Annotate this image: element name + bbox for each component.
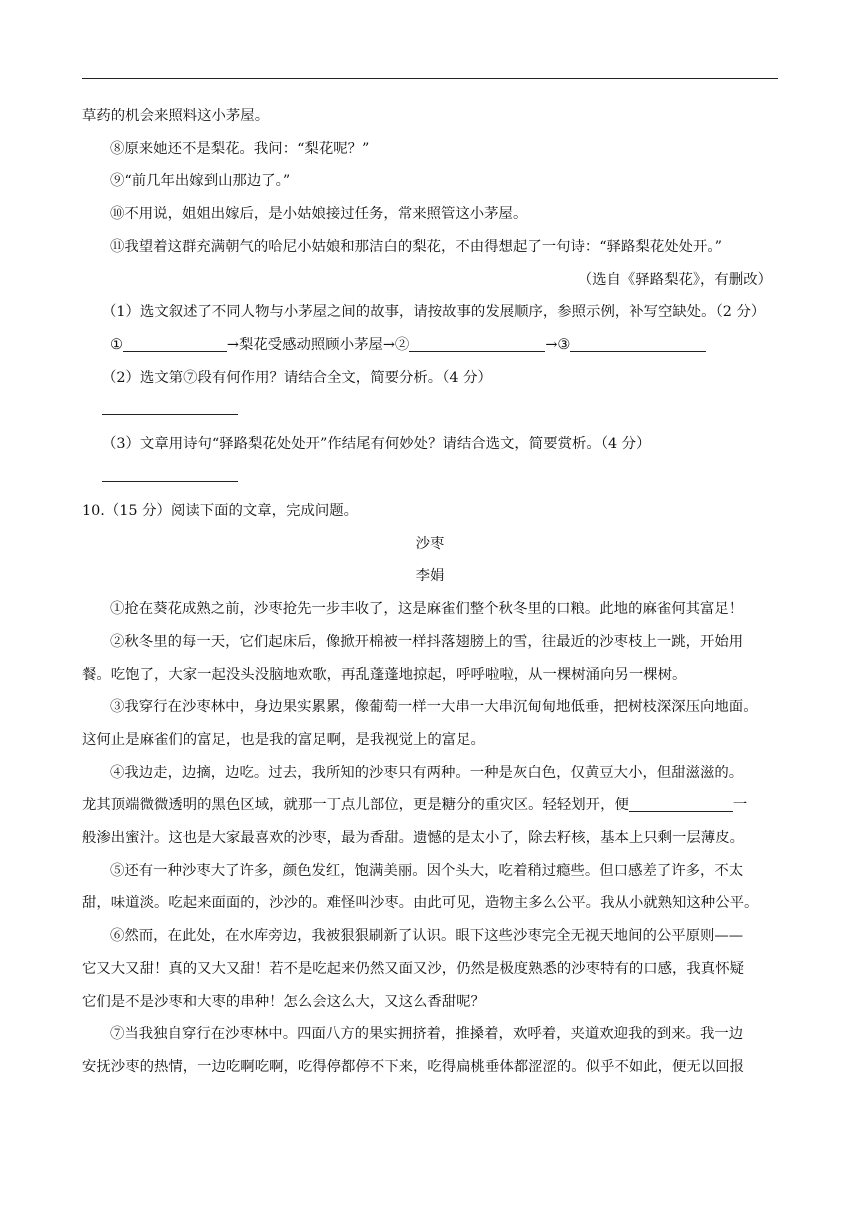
article-paragraph-5-line-1: ⑤还有一种沙枣大了许多，颜色发红，饱满美丽。因个头大，吃着稍过瘾些。但口感差了许多，不太 bbox=[110, 862, 744, 879]
story-line-1: 草药的机会来照料这小茅屋。 bbox=[82, 108, 270, 124]
article-paragraph-7-line-1: ⑦当我独自穿行在沙枣林中。四面八方的果实拥挤着，推搡着，欢呼着，夹道欢迎我的到来。我一边 bbox=[110, 1026, 744, 1043]
paragraph-4-text-before-blank: 龙其顶端微微透明的黑色区域，就那一丁点儿部位，更是糖分的重灾区。轻轻划开，便 bbox=[82, 797, 629, 814]
question-2: （2）选文第⑦段有何作用？请结合全文，简要分析。（4 分） bbox=[102, 369, 492, 386]
article-paragraph-1: ①抢在葵花成熟之前，沙枣抢先一步丰收了，这是麻雀们整个秋冬里的口粮。此地的麻雀何其富足！ bbox=[110, 601, 744, 618]
header-rule bbox=[82, 78, 778, 79]
question-1: （1）选文叙述了不同人物与小茅屋之间的故事，请按故事的发展顺序，参照示例，补写空缺处。（2 分） bbox=[102, 304, 766, 321]
article-paragraph-2-line-1: ②秋冬里的每一天，它们起床后，像掀开棉被一样抖落翅膀上的雪，往最近的沙枣枝上一跳，开始用 bbox=[110, 633, 744, 650]
article-paragraph-4-line-2 bbox=[82, 789, 778, 822]
story-paragraph-8: ⑧原来她还不是梨花。我问：“梨花呢？” bbox=[110, 140, 370, 157]
story-paragraph-10: ⑩不用说，姐姐出嫁后，是小姑娘接过任务，常来照管这小茅屋。 bbox=[110, 206, 528, 223]
answer-line-q3[interactable] bbox=[102, 461, 238, 482]
article-paragraph-6-line-3: 它们是不是沙枣和大枣的串种！怎么会这么大，又这么香甜呢？ bbox=[82, 993, 485, 1010]
article-paragraph-3-line-2: 这何止是麻雀们的富足，也是我的富足啊，是我视觉上的富足。 bbox=[82, 731, 485, 748]
answer-connector-1: →梨花受感动照顾小茅屋→② bbox=[226, 336, 410, 353]
article-paragraph-6-line-2: 它又大又甜！真的又大又甜！若不是吃起来仍然又面又沙，仍然是极度熟悉的沙枣特有的口感，我真怀疑 bbox=[82, 960, 744, 977]
paragraph-4-text-after-blank: 一 bbox=[732, 797, 748, 814]
answer-blank-2[interactable] bbox=[409, 336, 545, 352]
article-title: 沙枣 bbox=[415, 535, 445, 552]
article-paragraph-3-line-1: ③我穿行在沙枣林中，身边果实累累，像葡萄一样一大串一大串沉甸甸地低垂，把树枝深深压向地面。 bbox=[110, 699, 758, 716]
article-paragraph-6-line-1: ⑥然而，在此处，在水库旁边，我被狠狠刷新了认识。眼下这些沙枣完全无视天地间的公平原则—— bbox=[110, 928, 744, 945]
article-paragraph-5-line-2: 甜，味道淡。吃起来面面的，沙沙的。难怪叫沙枣。由此可见，造物主多么公平。我从小就熟知这种公平。 bbox=[82, 895, 759, 912]
fill-in-blank[interactable] bbox=[629, 796, 733, 812]
article-paragraph-2-line-2: 餐。吃饱了，大家一起没头没脑地欢歌，再乱蓬蓬地掠起，呼呼啦啦，从一棵树涌向另一棵树。 bbox=[82, 666, 687, 683]
article-paragraph-7-line-2: 安抚沙枣的热情，一边吃啊吃啊，吃得停都停不下来，吃得扁桃垂体都涩涩的。似乎不如此，便无以回报 bbox=[82, 1058, 744, 1075]
source-note: （选自《驿路梨花》，有删改） bbox=[577, 271, 772, 288]
question-2-answer-area bbox=[82, 394, 778, 428]
story-paragraph-9: ⑨“前几年出嫁到山那边了。” bbox=[110, 173, 291, 190]
question-3-answer-area bbox=[82, 461, 778, 495]
problem-10-heading: 10.（15 分）阅读下面的文章，完成问题。 bbox=[82, 503, 359, 520]
article-author: 李娟 bbox=[415, 568, 445, 585]
question-1-answer-row bbox=[82, 329, 778, 362]
answer-connector-2: →③ bbox=[545, 336, 571, 353]
article-paragraph-4-line-3: 般渗出蜜汁。这也是大家最喜欢的沙枣，最为香甜。遗憾的是太小了，除去籽核，基本上只剩一层薄皮。 bbox=[82, 830, 744, 847]
document-page bbox=[82, 100, 778, 1084]
question-3: （3）文章用诗句“驿路梨花处处开”作结尾有何妙处？请结合选文，简要赏析。（4 分） bbox=[102, 436, 651, 453]
article-paragraph-4-line-1: ④我边走，边摘，边吃。过去，我所知的沙枣只有两种。一种是灰白色，仅黄豆大小，但甜滋滋的。 bbox=[110, 764, 744, 781]
answer-line-q2[interactable] bbox=[102, 394, 238, 415]
answer-blank-1[interactable] bbox=[123, 336, 227, 352]
answer-blank-3[interactable] bbox=[570, 336, 706, 352]
answer-marker-1: ① bbox=[110, 336, 123, 353]
story-paragraph-11: ⑪我望着这群充满朝气的哈尼小姑娘和那洁白的梨花，不由得想起了一句诗：“驿路梨花处处开。” bbox=[110, 238, 722, 255]
